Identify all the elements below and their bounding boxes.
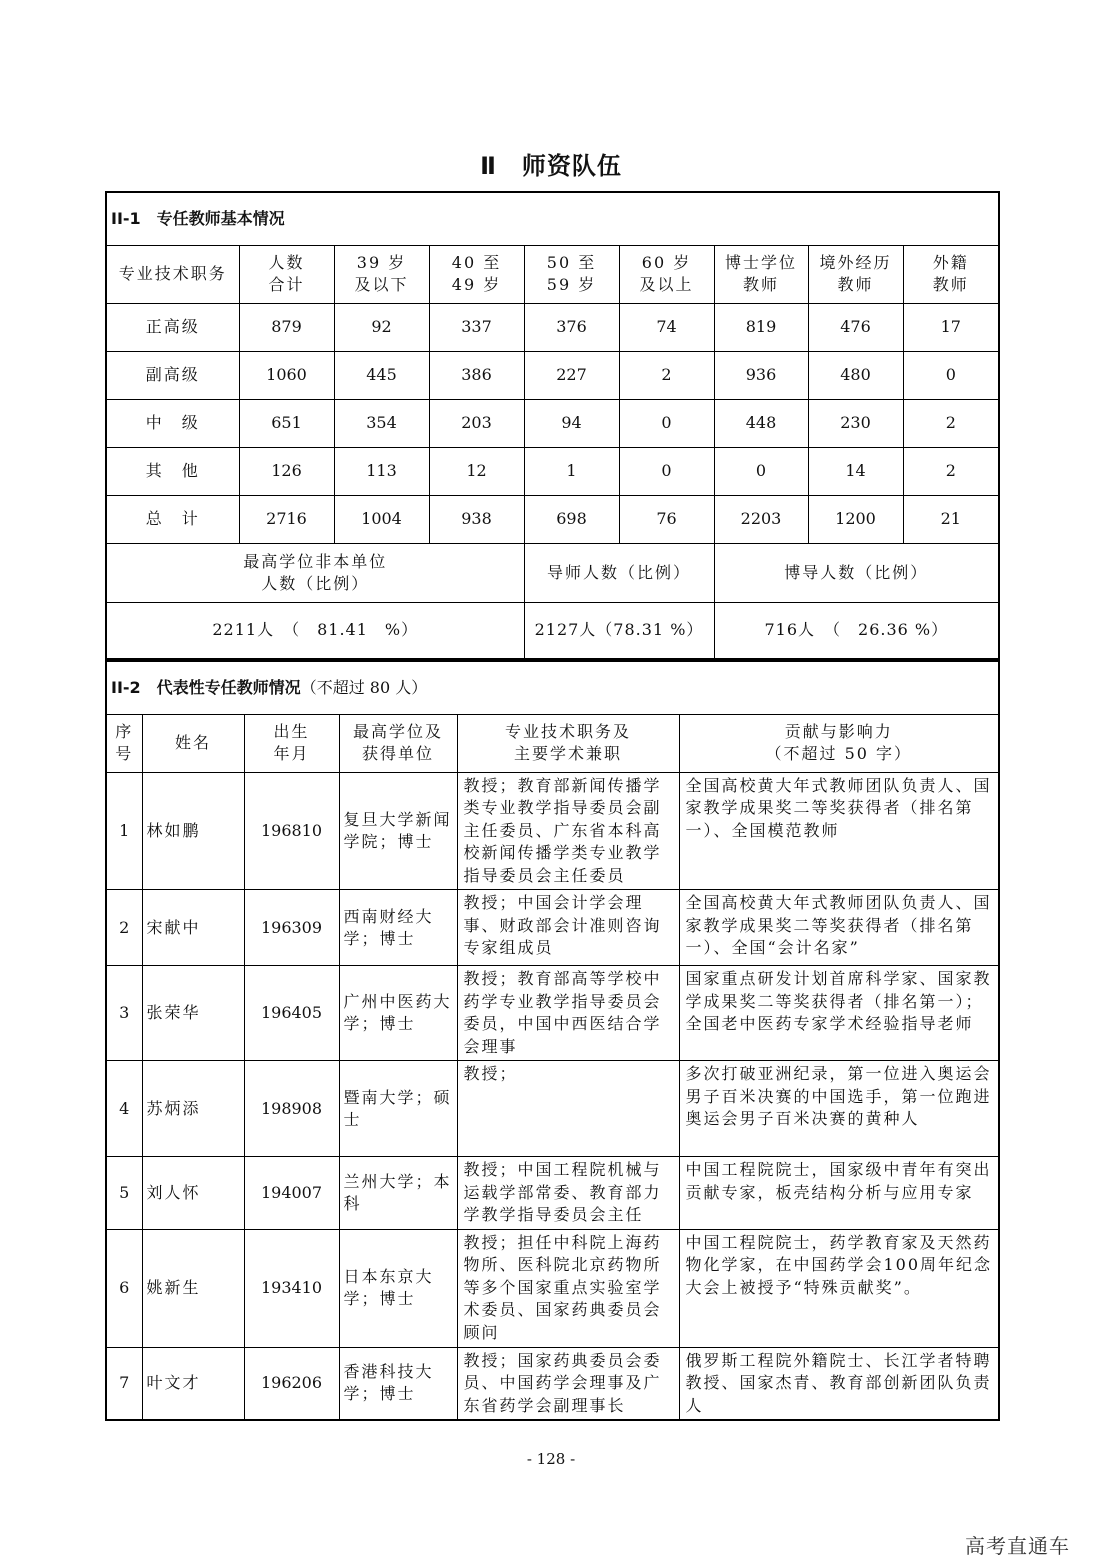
ratio-value-doctoral-supervisor: 716人 （ 26.36 %） <box>714 602 999 659</box>
teacher-contribution: 俄罗斯工程院外籍院士、长江学者特聘教授、国家杰青、教育部创新团队负责人 <box>679 1347 999 1420</box>
page-number: - 128 - <box>526 1450 576 1468</box>
teacher-row <box>106 966 999 1061</box>
table-cell: 230 <box>808 399 903 447</box>
row-label: 总 计 <box>106 495 239 543</box>
table-cell: 819 <box>714 303 808 351</box>
table-cell: 1200 <box>808 495 903 543</box>
ratio-value-external: 2211人 （ 81.41 %） <box>106 602 524 659</box>
table-row <box>106 399 999 447</box>
teacher-degree: 香港科技大学；博士 <box>339 1347 457 1420</box>
table-cell: 938 <box>429 495 524 543</box>
table-cell: 92 <box>334 303 429 351</box>
table-cell: 936 <box>714 351 808 399</box>
teacher-birth: 196810 <box>244 772 339 890</box>
header-foreign-col: 外籍 教师 <box>903 245 999 303</box>
table-cell: 21 <box>903 495 999 543</box>
teacher-row <box>106 1347 999 1420</box>
table-cell: 2 <box>903 447 999 495</box>
teacher-row <box>106 890 999 966</box>
table-cell: 0 <box>619 447 714 495</box>
teacher-degree: 兰州大学；本科 <box>339 1157 457 1230</box>
ratio-value-supervisor: 2127人（78.31 %） <box>524 602 714 659</box>
teacher-birth: 193410 <box>244 1229 339 1347</box>
header-age50-59-col: 50 至 59 岁 <box>524 245 619 303</box>
table-row <box>106 495 999 543</box>
header-birth-col: 出生 年月 <box>244 714 339 772</box>
row-label: 正高级 <box>106 303 239 351</box>
table-cell: 14 <box>808 447 903 495</box>
table-cell: 476 <box>808 303 903 351</box>
teacher-degree: 广州中医药大学；博士 <box>339 966 457 1061</box>
teacher-title: 教授； <box>457 1061 679 1157</box>
teacher-title: 教授；中国工程院机械与运载学部常委、教育部力学教学指导委员会主任 <box>457 1157 679 1230</box>
header-total-col: 人数 合计 <box>239 245 334 303</box>
teacher-row <box>106 772 999 890</box>
row-label: 其 他 <box>106 447 239 495</box>
table-cell: 2 <box>903 399 999 447</box>
table-cell: 17 <box>903 303 999 351</box>
teacher-name: 宋献中 <box>142 890 244 966</box>
table-cell: 94 <box>524 399 619 447</box>
teacher-birth: 196405 <box>244 966 339 1061</box>
table-cell: 2716 <box>239 495 334 543</box>
teacher-name: 刘人怀 <box>142 1157 244 1230</box>
table-cell: 126 <box>239 447 334 495</box>
teacher-name: 姚新生 <box>142 1229 244 1347</box>
table-cell: 0 <box>714 447 808 495</box>
table-cell: 2203 <box>714 495 808 543</box>
basic-info-table <box>105 191 1000 660</box>
header-overseas-col: 境外经历 教师 <box>808 245 903 303</box>
teacher-contribution: 国家重点研发计划首席科学家、国家教学成果奖二等奖获得者（排名第一）；全国老中医药专家学术经验指导老师 <box>679 966 999 1061</box>
header-title-col: 专业技术职务及 主要学术兼职 <box>457 714 679 772</box>
teacher-birth: 194007 <box>244 1157 339 1230</box>
table-cell: 651 <box>239 399 334 447</box>
teacher-birth: 198908 <box>244 1061 339 1157</box>
header-name-col: 姓名 <box>142 714 244 772</box>
teacher-degree: 复旦大学新闻学院；博士 <box>339 772 457 890</box>
teacher-name: 林如鹏 <box>142 772 244 890</box>
row-label: 中 级 <box>106 399 239 447</box>
table-cell: 203 <box>429 399 524 447</box>
table-cell: 1 <box>524 447 619 495</box>
teacher-title: 教授；中国会计学会理事、财政部会计准则咨询专家组成员 <box>457 890 679 966</box>
section2-title-text: II-2 代表性专任教师情况 <box>111 677 301 697</box>
teacher-contribution: 多次打破亚洲纪录，第一位进入奥运会男子百米决赛的中国选手，第一位跑进奥运会男子百米决赛的黄种人 <box>679 1061 999 1157</box>
teacher-birth: 196206 <box>244 1347 339 1420</box>
table-cell: 698 <box>524 495 619 543</box>
table-cell: 74 <box>619 303 714 351</box>
teacher-row <box>106 1157 999 1230</box>
table-cell: 337 <box>429 303 524 351</box>
header-age39-col: 39 岁 及以下 <box>334 245 429 303</box>
row-label: 副高级 <box>106 351 239 399</box>
teacher-contribution: 全国高校黄大年式教师团队负责人、国家教学成果奖二等奖获得者（排名第一）、全国模范教师 <box>679 772 999 890</box>
teacher-title: 教授；教育部新闻传播学类专业教学指导委员会副主任委员、广东省本科高校新闻传播学类专业教学指导委员会主任委员 <box>457 772 679 890</box>
teacher-no: 5 <box>106 1157 142 1230</box>
representative-teachers-table <box>105 660 1000 1421</box>
section2-title <box>106 661 999 714</box>
teacher-no: 2 <box>106 890 142 966</box>
teacher-row <box>106 1061 999 1157</box>
table-cell: 12 <box>429 447 524 495</box>
teacher-name: 张荣华 <box>142 966 244 1061</box>
table-cell: 386 <box>429 351 524 399</box>
table-row <box>106 351 999 399</box>
table-cell: 113 <box>334 447 429 495</box>
table-cell: 0 <box>903 351 999 399</box>
teacher-title: 教授；担任中科院上海药物所、医科院北京药物所等多个国家重点实验室学术委员、国家药典委员会顾问 <box>457 1229 679 1347</box>
ratio-header-external: 最高学位非本单位 人数（比例） <box>106 543 524 602</box>
table-cell: 879 <box>239 303 334 351</box>
table-cell: 448 <box>714 399 808 447</box>
table-cell: 376 <box>524 303 619 351</box>
header-phd-col: 博士学位 教师 <box>714 245 808 303</box>
teacher-birth: 196309 <box>244 890 339 966</box>
teacher-title: 教授；教育部高等学校中药学专业教学指导委员会委员，中国中西医结合学会理事 <box>457 966 679 1061</box>
table-row <box>106 447 999 495</box>
table-cell: 354 <box>334 399 429 447</box>
table-cell: 480 <box>808 351 903 399</box>
header-degree-col: 最高学位及 获得单位 <box>339 714 457 772</box>
table-cell: 227 <box>524 351 619 399</box>
watermark: 高考直通车 <box>965 1534 1070 1558</box>
teacher-name: 叶文才 <box>142 1347 244 1420</box>
teacher-contribution: 全国高校黄大年式教师团队负责人、国家教学成果奖二等奖获得者（排名第一）、全国“会计名家” <box>679 890 999 966</box>
teacher-degree: 日本东京大学；博士 <box>339 1229 457 1347</box>
page-title: Ⅱ 师资队伍 <box>480 152 622 180</box>
table-cell: 1060 <box>239 351 334 399</box>
teacher-no: 1 <box>106 772 142 890</box>
table-cell: 1004 <box>334 495 429 543</box>
teacher-title: 教授；国家药典委员会委员、中国药学会理事及广东省药学会副理事长 <box>457 1347 679 1420</box>
table-cell: 0 <box>619 399 714 447</box>
teacher-contribution: 中国工程院院士，药学教育家及天然药物化学家，在中国药学会100周年纪念大会上被授予“特殊贡献奖”。 <box>679 1229 999 1347</box>
teacher-contribution: 中国工程院院士，国家级中青年有突出贡献专家，板壳结构分析与应用专家 <box>679 1157 999 1230</box>
teacher-row <box>106 1229 999 1347</box>
section2-subtitle: （不超过 80 人） <box>300 677 428 697</box>
table-cell: 2 <box>619 351 714 399</box>
header-contribution-col: 贡献与影响力 （不超过 50 字） <box>679 714 999 772</box>
ratio-header-doctoral-supervisor: 博导人数（比例） <box>714 543 999 602</box>
header-title-col: 专业技术职务 <box>106 245 239 303</box>
header-no-col: 序 号 <box>106 714 142 772</box>
teacher-no: 6 <box>106 1229 142 1347</box>
table-row <box>106 303 999 351</box>
table-cell: 76 <box>619 495 714 543</box>
teacher-degree: 暨南大学；硕士 <box>339 1061 457 1157</box>
header-age40-49-col: 40 至 49 岁 <box>429 245 524 303</box>
teacher-name: 苏炳添 <box>142 1061 244 1157</box>
ratio-header-supervisor: 导师人数（比例） <box>524 543 714 602</box>
teacher-degree: 西南财经大学；博士 <box>339 890 457 966</box>
header-age60-col: 60 岁 及以上 <box>619 245 714 303</box>
teacher-no: 3 <box>106 966 142 1061</box>
table-cell: 445 <box>334 351 429 399</box>
section1-title: II-1 专任教师基本情况 <box>106 192 999 245</box>
teacher-no: 4 <box>106 1061 142 1157</box>
teacher-no: 7 <box>106 1347 142 1420</box>
